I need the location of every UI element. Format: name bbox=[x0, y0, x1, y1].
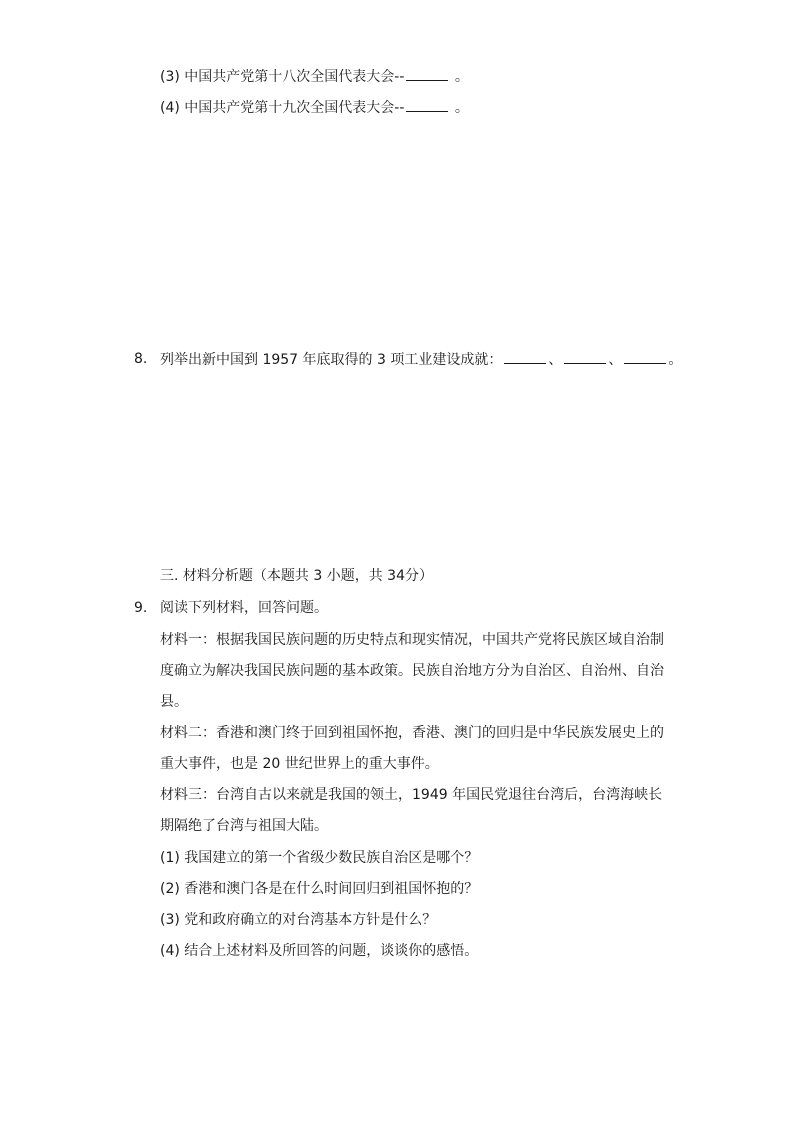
material-1-line-2: 度确立为解决我国民族问题的基本政策。民族自治地方分为自治区、自治州、自治 bbox=[160, 663, 664, 679]
material-2-line-2: 重大事件，也是 20 世纪世界上的重大事件。 bbox=[160, 756, 439, 772]
material-2-line-1: 材料二：香港和澳门终于回到祖国怀抱，香港、澳门的回归是中华民族发展史上的 bbox=[160, 725, 664, 741]
q9-question-4: (4) 结合上述材料及所回答的问题，谈谈你的感悟。 bbox=[160, 943, 479, 959]
q8-number: 8. bbox=[134, 351, 148, 367]
answer-blank[interactable] bbox=[624, 349, 666, 364]
q9-number: 9. bbox=[134, 600, 148, 616]
q9-question-1: (1) 我国建立的第一个省级少数民族自治区是哪个？ bbox=[160, 850, 479, 866]
answer-blank[interactable] bbox=[406, 97, 448, 112]
material-3-line-1: 材料三：台湾自古以来就是我国的领土，1949 年国民党退往台湾后，台湾海峡长 bbox=[160, 787, 663, 803]
q7-item-3-label: (3) 中国共产党第十八次全国代表大会-- bbox=[160, 69, 405, 85]
q7-item-3 bbox=[160, 66, 469, 87]
q7-item-3-tail: 。 bbox=[454, 69, 469, 85]
section-heading: 三. 材料分析题（本题共 3 小题，共 34分） bbox=[160, 568, 433, 584]
q9-intro: 阅读下列材料，回答问题。 bbox=[160, 600, 328, 616]
q8-text: 列举出新中国到 1957 年底取得的 3 项工业建设成就： bbox=[160, 352, 503, 368]
answer-blank[interactable] bbox=[564, 349, 606, 364]
q7-item-4-tail: 。 bbox=[454, 100, 469, 116]
q8-text-line bbox=[160, 349, 682, 370]
material-1-line-1: 材料一：根据我国民族问题的历史特点和现实情况，中国共产党将民族区域自治制 bbox=[160, 632, 664, 648]
answer-blank[interactable] bbox=[406, 66, 448, 81]
q8-separator: 、 bbox=[548, 352, 563, 368]
q8-tail: 。 bbox=[668, 352, 683, 368]
q9-question-2: (2) 香港和澳门各是在什么时间回归到祖国怀抱的？ bbox=[160, 881, 479, 897]
answer-blank[interactable] bbox=[504, 349, 546, 364]
material-1-line-3: 县。 bbox=[160, 694, 188, 710]
q7-item-4-label: (4) 中国共产党第十九次全国代表大会-- bbox=[160, 100, 405, 116]
material-3-line-2: 期隔绝了台湾与祖国大陆。 bbox=[160, 818, 328, 834]
q9-question-3: (3) 党和政府确立的对台湾基本方针是什么？ bbox=[160, 912, 437, 928]
q8-separator: 、 bbox=[608, 352, 623, 368]
q7-item-4 bbox=[160, 97, 469, 118]
